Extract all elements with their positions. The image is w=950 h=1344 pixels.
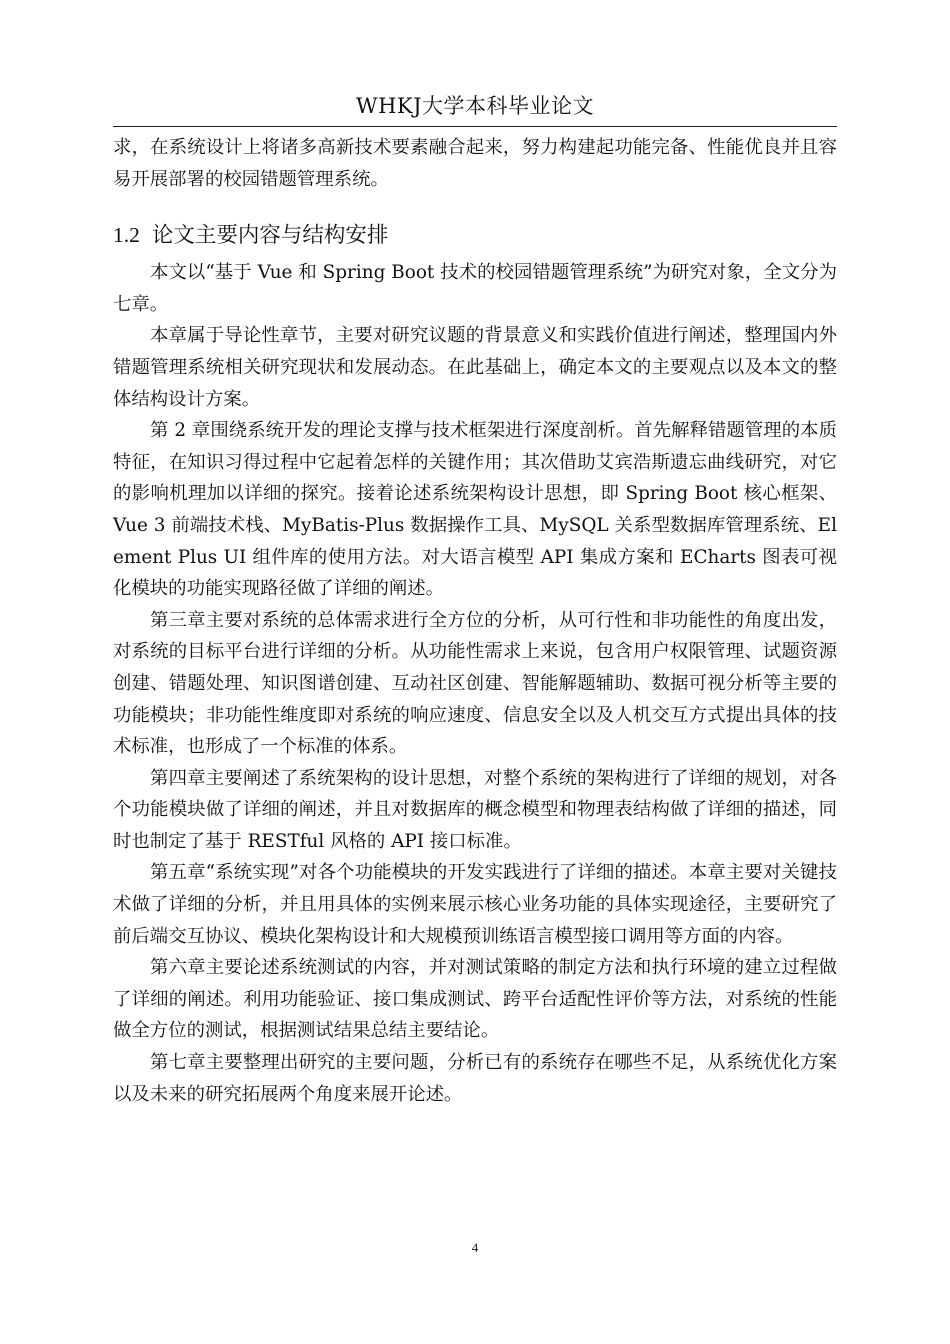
section-heading: [113, 220, 837, 251]
page-body: [113, 132, 837, 1110]
header-rule: [113, 126, 837, 127]
running-header: WHKJ大学本科毕业论文: [355, 94, 594, 118]
page-number: 4: [471, 1240, 479, 1255]
paragraph-chapter-1: 本章属于导论性章节，主要对研究议题的背景意义和实践价值进行阐述，整理国内外错题管理系统相关研究现状和发展动态。在此基础上，确定本文的主要观点以及本文的整体结构设计方案。: [113, 325, 837, 410]
paragraph-chapter-3: 第三章主要对系统的总体需求进行全方位的分析，从可行性和非功能性的角度出发，对系统的目标平台进行详细的分析。从功能性需求上来说，包含用户权限管理、试题资源创建、错题处理、知识图谱创建、互动社区创建、智能解题辅助、数据可视分析等主要的功能模块；非功能性维度即对系统的响应速度、信息安全以及人机交互方式提出具体的技术标准，也形成了一个标准的体系。: [113, 609, 837, 758]
section-title: 论文主要内容与结构安排: [151, 223, 389, 249]
section-number: 1.2: [113, 223, 140, 248]
paragraph-chapter-4: 第四章主要阐述了系统架构的设计思想，对整个系统的架构进行了详细的规划，对各个功能模块做了详细的阐述，并且对数据库的概念模型和物理表结构做了详细的描述，同时也制定了基于 RESTful 风格的 API 接口标准。: [113, 767, 837, 852]
paragraph-intro: 本文以“基于 Vue 和 Spring Boot 技术的校园错题管理系统”为研究对象，全文分为七章。: [113, 262, 837, 315]
paragraph-chapter-7: 第七章主要整理出研究的主要问题，分析已有的系统存在哪些不足，从系统优化方案以及未来的研究拓展两个角度来展开论述。: [113, 1052, 837, 1105]
continuation-paragraph: 求，在系统设计上将诸多高新技术要素融合起来，努力构建起功能完备、性能优良并且容易开展部署的校园错题管理系统。: [113, 137, 837, 190]
paragraph-chapter-6: 第六章主要论述系统测试的内容，并对测试策略的制定方法和执行环境的建立过程做了详细的阐述。利用功能验证、接口集成测试、跨平台适配性评价等方法，对系统的性能做全方位的测试，根据测试结果总结主要结论。: [113, 957, 837, 1042]
paragraph-chapter-2: 第 2 章围绕系统开发的理论支撑与技术框架进行深度剖析。首先解释错题管理的本质特征，在知识习得过程中它起着怎样的关键作用；其次借助艾宾浩斯遗忘曲线研究，对它的影响机理加以详细的探究。接着论述系统架构设计思想，即 Spring Boot 核心框架、Vue 3 前端技术栈、MyBatis-Plus 数据操作工具、MySQL 关系型数据库管理系统、Element Plus UI 组件库的使用方法。对大语言模型 API 集成方案和 ECharts 图表可视化模块的功能实现路径做了详细的阐述。: [113, 420, 837, 600]
paragraph-chapter-5: 第五章“系统实现”对各个功能模块的开发实践进行了详细的描述。本章主要对关键技术做了详细的分析，并且用具体的实例来展示核心业务功能的具体实现途径，主要研究了前后端交互协议、模块化架构设计和大规模预训练语言模型接口调用等方面的内容。: [113, 862, 837, 947]
